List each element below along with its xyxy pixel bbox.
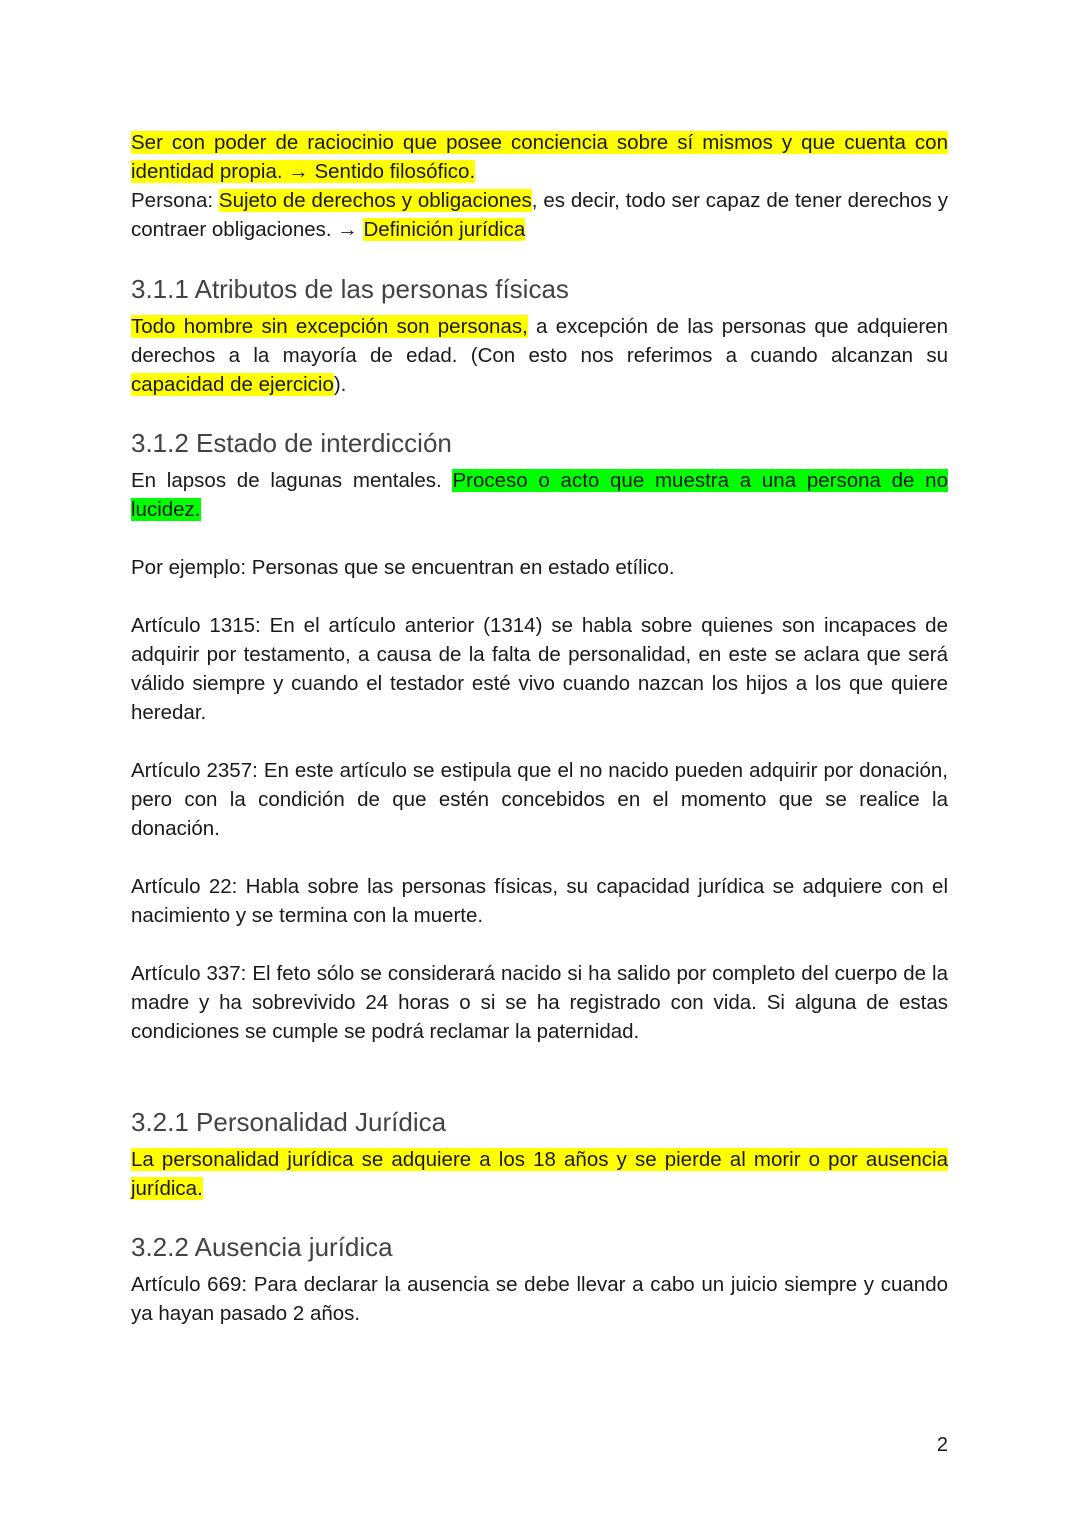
page-number: 2 [936, 1434, 948, 1456]
highlight-definicion-juridica: Definición jurídica [363, 218, 526, 241]
heading-3-1-2: 3.1.2 Estado de interdicción [131, 428, 452, 458]
intro-paragraph-1 [131, 128, 948, 186]
article-2357: Artículo 2357: En este artículo se estipula que el no nacido pueden adquirir por donación, pero con la condición de que estén concebidos en el momento que se realice la donación. [131, 759, 948, 840]
intro-paragraph-2 [131, 186, 948, 244]
heading-3-1-1: 3.1.1 Atributos de las personas físicas [131, 274, 569, 304]
personalidad-paragraph [131, 1145, 948, 1203]
article-1315: Artículo 1315: En el artículo anterior (1314) se habla sobre quienes son incapaces de adquirir por testamento, a causa de la falta de personalidad, en este se aclara que será válido siempre y cuando el testador esté vivo cuando nazcan los hijos a los que quiere heredar. [131, 614, 948, 724]
persona-label: Persona: [131, 189, 219, 212]
highlight-todo-hombre: Todo hombre sin excepción son personas, [131, 315, 528, 338]
heading-3-2-2: 3.2.2 Ausencia jurídica [131, 1232, 393, 1262]
highlight-capacidad-ejercicio: capacidad de ejercicio [131, 373, 334, 396]
atributos-paragraph [131, 312, 948, 399]
highlight-sujeto-derechos: Sujeto de derechos y obligaciones [218, 189, 532, 212]
interdiccion-text: En lapsos de lagunas mentales. [131, 469, 453, 492]
atributos-text: a excepción de las personas que adquieren derechos a la mayoría de edad. (Con esto nos referimos a cuando alcanzan su [131, 315, 948, 367]
persona-text: , es decir, todo ser capaz de tener derechos y contraer obligaciones. → [131, 189, 948, 241]
highlight-personalidad-juridica: La personalidad jurídica se adquiere a los 18 años y se pierde al morir o por ausencia jurídica. [131, 1148, 948, 1200]
highlight-philosophical-definition: Ser con poder de raciocinio que posee conciencia sobre sí mismos y que cuenta con identidad propia. → Sentido filosófico. [131, 131, 948, 183]
article-337: Artículo 337: El feto sólo se considerará nacido si ha salido por completo del cuerpo de la madre y ha sobrevivido 24 horas o si se ha registrado con vida. Si alguna de estas condiciones se cumple se podrá reclamar la paternidad. [131, 962, 948, 1043]
atributos-end: ). [333, 373, 347, 396]
heading-3-2-1: 3.2.1 Personalidad Jurídica [131, 1107, 447, 1137]
article-669: Artículo 669: Para declarar la ausencia se debe llevar a cabo un juicio siempre y cuando ya hayan pasado 2 años. [131, 1273, 948, 1325]
example-paragraph: Por ejemplo: Personas que se encuentran en estado etílico. [131, 556, 675, 579]
article-22: Artículo 22: Habla sobre las personas físicas, su capacidad jurídica se adquiere con el nacimiento y se termina con la muerte. [131, 875, 948, 927]
interdiccion-paragraph [131, 466, 948, 524]
highlight-no-lucidez: Proceso o acto que muestra a una persona de no lucidez. [131, 469, 948, 521]
document-page [131, 128, 948, 1328]
